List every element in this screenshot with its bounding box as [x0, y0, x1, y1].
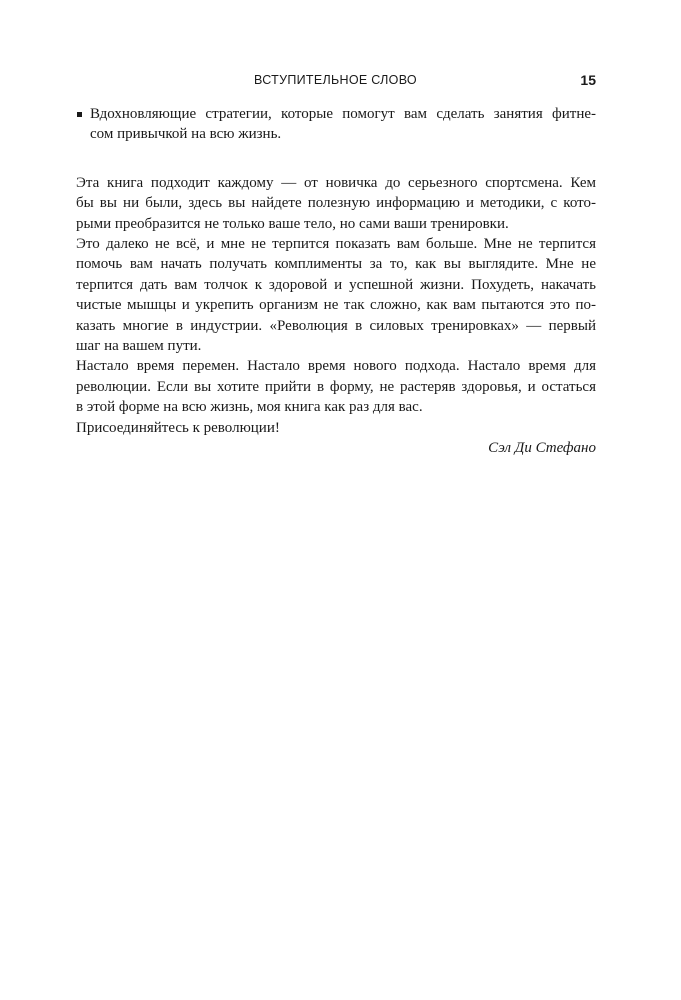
paragraph-3 — [76, 356, 596, 417]
text-line-content: Эта книга подходит каждому — от новичка до серьезного спортсмена. Кем — [76, 174, 596, 191]
page-number: 15 — [580, 72, 596, 88]
text-line: рыми преобразится не только ваше тело, но сами ваши тренировки. — [76, 215, 509, 232]
bullet-text — [90, 104, 596, 145]
text-line: шаг на вашем пути. — [76, 338, 202, 355]
square-bullet-icon — [77, 112, 82, 117]
text-line: бы вы ни были, здесь вы найдете полезную информацию и методики, с кото- — [76, 195, 596, 212]
text-line: в этой форме на всю жизнь, моя книга как раз для вас. — [76, 399, 423, 416]
text-line: казать многие в индустрии. «Революция в силовых тренировках» — первый — [76, 317, 596, 334]
text-line: чистые мышцы и укрепить организм не так сложно, как вам пытаются это по- — [76, 297, 596, 314]
paragraph-1 — [76, 173, 596, 234]
text-line: помочь вам начать получать комплименты за то, как вы выглядите. Мне не — [76, 256, 596, 273]
text-line: Присоединяйтесь к революции! — [76, 419, 280, 436]
text-line — [76, 173, 596, 193]
body-paragraphs — [76, 173, 596, 459]
running-header — [75, 70, 596, 90]
author-signature: Сэл Ди Стефано — [488, 440, 596, 457]
text-line: терпится дать вам толчок к здоровой и успешной жизни. Похудеть, накачать — [76, 276, 596, 293]
paragraph-2 — [76, 234, 596, 356]
paragraph-4 — [76, 418, 596, 438]
text-line: Вдохновляющие стратегии, которые помогут вам сделать занятия фитне- — [90, 106, 596, 122]
text-line: сом привычкой на всю жизнь. — [90, 126, 282, 143]
bullet-list-item — [76, 104, 596, 145]
section-title: ВСТУПИТЕЛЬНОЕ СЛОВО — [254, 73, 417, 87]
text-line: Настало время перемен. Настало время нового подхода. Настало время для — [76, 358, 596, 375]
page-body — [76, 104, 596, 459]
text-line: Это далеко не всё, и мне не терпится показать вам больше. Мне не терпится — [76, 236, 596, 253]
text-line: революции. Если вы хотите прийти в форму, не растеряв здоровья, и остаться — [76, 378, 596, 395]
